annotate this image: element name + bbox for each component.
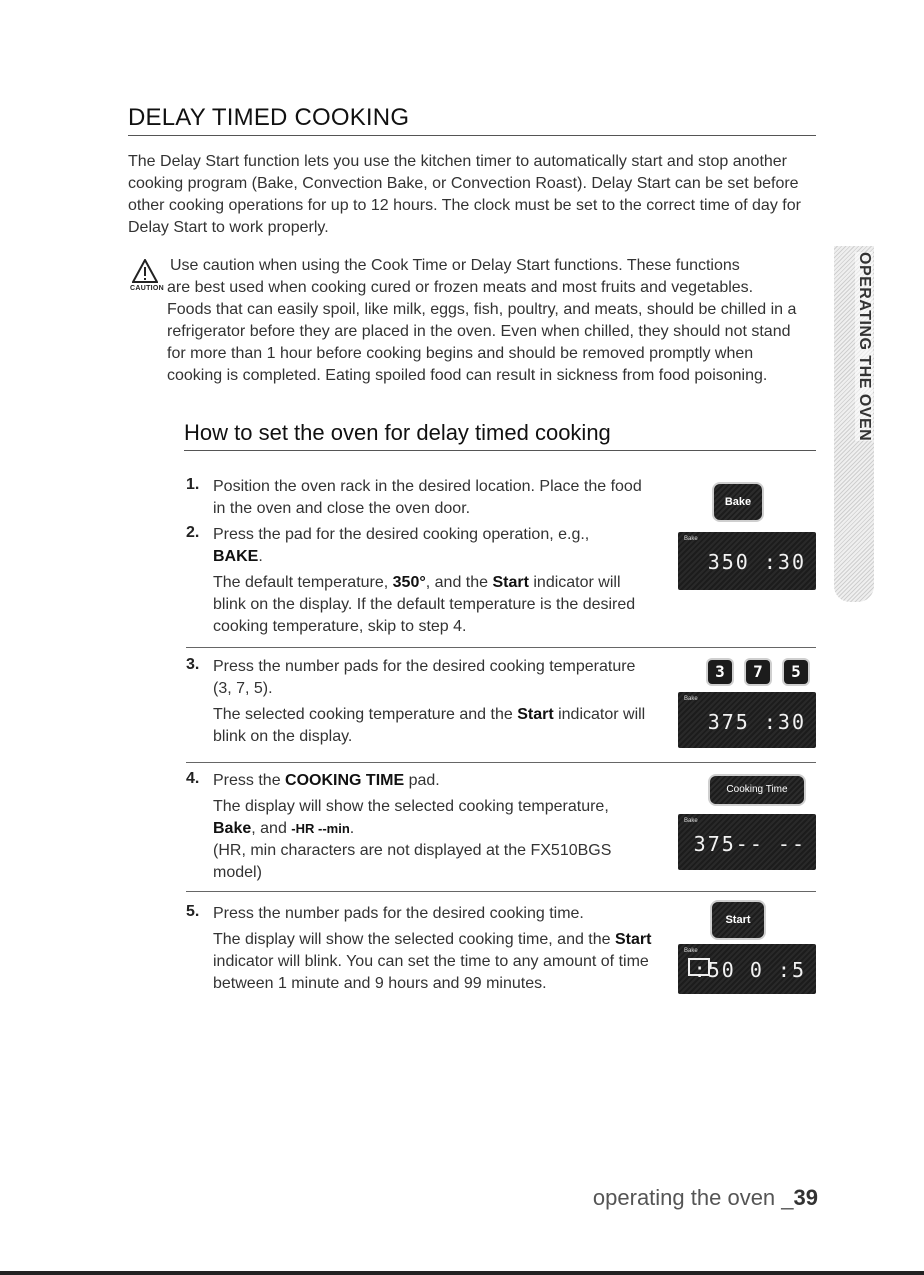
- side-tab-label: OPERATING THE OVEN: [856, 252, 873, 442]
- display-mode-label: Bake: [684, 696, 698, 702]
- page-number: 39: [793, 1185, 818, 1210]
- section-title: How to set the oven for delay timed cooking: [184, 420, 816, 451]
- step-3-number: 3.: [186, 656, 200, 673]
- step-3-b1: The selected cooking temperature and the: [213, 706, 518, 723]
- step-2-number: 2.: [186, 524, 200, 541]
- display-digits: 375-- --: [693, 832, 806, 856]
- divider: [186, 762, 816, 763]
- step-4-and: , and: [251, 820, 292, 837]
- step-3-line-a: Press the number pads for the desired cooking temperature (3, 7, 5).: [213, 658, 636, 697]
- footer-text: operating the oven _: [592, 1185, 794, 1210]
- bake-pad-illustration: Bake: [714, 484, 762, 520]
- step-5-text: [213, 903, 653, 995]
- page-title: DELAY TIMED COOKING: [128, 104, 816, 136]
- step-5-line-a: Press the number pads for the desired cooking time.: [213, 905, 584, 922]
- step-4-a1: Press the: [213, 772, 286, 789]
- step-4-line-b: The display will show the selected cooking temperature,: [213, 798, 609, 815]
- step-2-text: [213, 524, 653, 638]
- display-illustration-4: [678, 944, 816, 994]
- start-keyword: Start: [615, 931, 652, 948]
- display-digits: 375 :30: [707, 710, 806, 734]
- warning-triangle-icon: [132, 259, 158, 283]
- step-2-line-a: Press the pad for the desired cooking operation, e.g.,: [213, 526, 590, 543]
- step-2-line-b: [213, 546, 653, 568]
- step-5-b1: The display will show the selected cooking time, and the: [213, 931, 615, 948]
- step-4-line-a: [213, 770, 653, 792]
- caution-line-1: Use caution when using the Cook Time or Delay Start functions. These functions: [170, 257, 740, 274]
- step-4-line-d: (HR, min characters are not displayed at the FX510BGS model): [213, 842, 612, 881]
- step-3-b2: indicator will blink on the display.: [213, 706, 646, 745]
- display-mode-label: Bake: [684, 536, 698, 542]
- bottom-rule: [0, 1271, 924, 1275]
- display-digits: :50 0 :5: [693, 958, 806, 982]
- display-mode-label: Bake: [684, 818, 698, 824]
- step-2-c3: indicator will blink on the display. If the default temperature is the desired cooking temperature, skip to step 4.: [213, 574, 636, 635]
- start-keyword: Start: [492, 574, 529, 591]
- step-3-text: [213, 656, 653, 748]
- caution-label: CAUTION: [130, 285, 164, 292]
- step-5-number: 5.: [186, 903, 200, 920]
- number-pad-3: 3: [708, 660, 732, 684]
- caution-line-2: are best used when cooking cured or frozen meats and most fruits and vegetables.: [167, 279, 754, 296]
- step-5-line-b: [213, 929, 653, 995]
- bake-keyword: Bake: [213, 820, 252, 837]
- step-5-b2: indicator will blink. You can set the time to any amount of time between 1 minute and 9 hours and 99 minutes.: [213, 953, 649, 992]
- display-mode-label: Bake: [684, 948, 698, 954]
- bake-keyword: BAKE: [213, 548, 259, 565]
- number-pad-5: 5: [784, 660, 808, 684]
- start-keyword: Start: [517, 706, 554, 723]
- step-4-text: [213, 770, 653, 884]
- divider: [186, 891, 816, 892]
- default-temp: 350°: [392, 574, 426, 591]
- step-2-punct: .: [258, 548, 263, 565]
- step-4-end: .: [349, 820, 355, 837]
- step-1-text: Position the oven rack in the desired location. Place the food in the oven and close the oven door.: [213, 478, 642, 517]
- cooking-time-pad-illustration: Cooking Time: [710, 776, 804, 804]
- step-3-line-b: [213, 704, 653, 748]
- step-2-c1: The default temperature,: [213, 574, 393, 591]
- step-4-a2: pad.: [404, 772, 440, 789]
- step-1-number: 1.: [186, 476, 200, 493]
- page-footer: [593, 1185, 818, 1211]
- step-2-line-c: [213, 572, 653, 638]
- step-4-line-c: [213, 818, 653, 840]
- caution-icon: [128, 259, 168, 299]
- start-pad-illustration: Start: [712, 902, 764, 938]
- step-2-c2: , and the: [425, 574, 493, 591]
- display-illustration-1: [678, 532, 816, 590]
- display-illustration-2: [678, 692, 816, 748]
- number-pad-7: 7: [746, 660, 770, 684]
- display-digits: 350 :30: [707, 550, 806, 574]
- hr-min-code: -HR --min: [291, 821, 350, 836]
- intro-paragraph: The Delay Start function lets you use the kitchen timer to automatically start and stop another cooking program (Bake, Convection Bake, or Convection Roast). Delay Start can be set before other cooking operations for up to 12 hours. The clock must be set to the correct time of day for Delay Start to work properly.: [128, 153, 801, 236]
- cooking-time-keyword: COOKING TIME: [285, 772, 405, 789]
- caution-text: Foods that can easily spoil, like milk, eggs, fish, poultry, and meats, should be chilled in a refrigerator before they are placed in the oven. Even when chilled, they should not stand for more than 1 hour before cooking begins and should be removed promptly when cooking is completed. Eating spoiled food can result in sickness from food poisoning.: [167, 301, 797, 384]
- display-illustration-3: [678, 814, 816, 870]
- divider: [186, 647, 816, 648]
- step-4-number: 4.: [186, 770, 200, 787]
